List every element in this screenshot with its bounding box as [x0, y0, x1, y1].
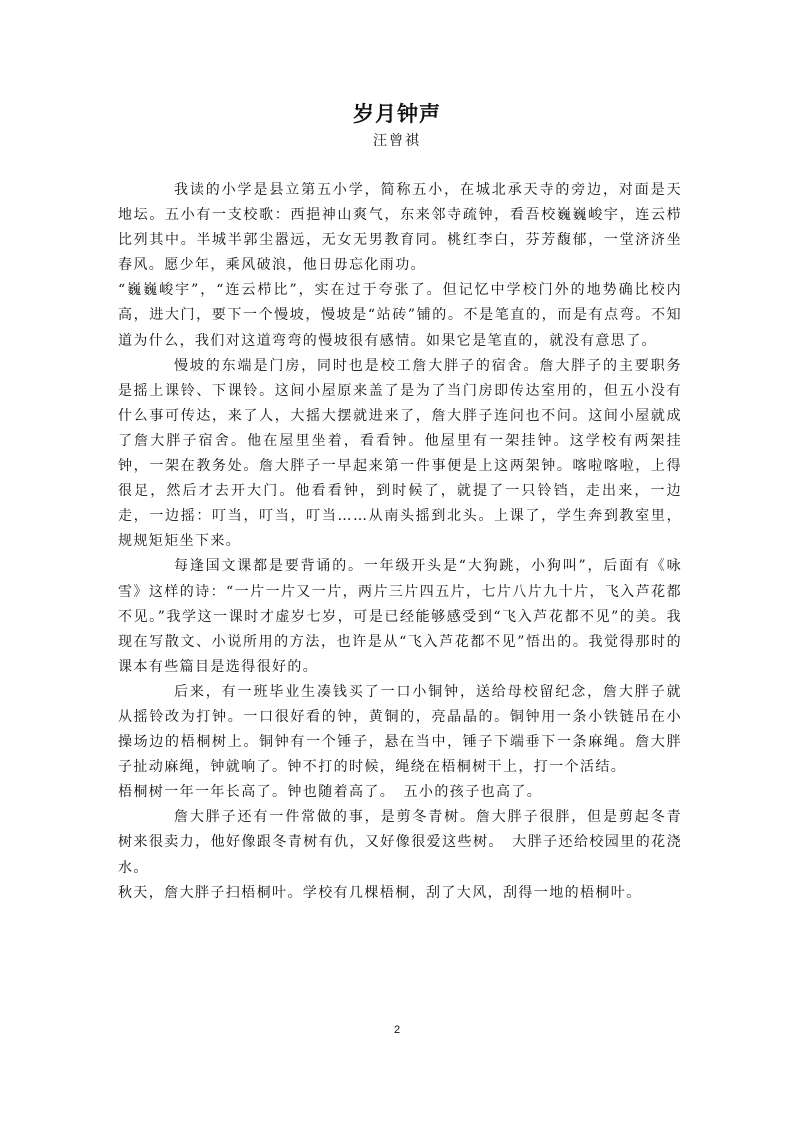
- paragraph-8: 秋天，詹大胖子扫梧桐叶。学校有几棵梧桐，刮了大风，刮得一地的梧桐叶。: [118, 884, 642, 901]
- article-body: [118, 178, 682, 906]
- paragraph-2: “巍巍峻宇”，“连云栉比”，实在过于夸张了。但记忆中学校门外的地势确比校内高，进大门，要下一个慢坡，慢坡是“站砖”铺的。不是笔直的，而是有点弯。不知道为什么，我们对这道弯弯的慢坡很有感情。如果它是笔直的，就没有意思了。: [118, 282, 682, 349]
- paragraph-4: 每逢国文课都是要背诵的。一年级开头是“大狗跳，小狗叫”，后面有《咏雪》这样的诗：“一片一片又一片，两片三片四五片，七片八片九十片，飞入芦花都不见。”我学这一课时才虚岁七岁，可是已经能够感受到“飞入芦花都不见”的美。我现在写散文、小说所用的方法，也许是从“飞入芦花都不见”悟出的。我觉得那时的课本有些篇目是选得很好的。: [118, 558, 682, 675]
- paragraph-7: 詹大胖子还有一件常做的事，是剪冬青树。詹大胖子很胖，但是剪起冬青树来很卖力，他好像跟冬青树有仇，又好像很爱这些树。 大胖子还给校园里的花浇水。: [118, 809, 682, 876]
- author-name: 汪曾祺: [373, 133, 421, 149]
- page-number: 2: [393, 1024, 401, 1036]
- paragraph-3: 慢坡的东端是门房，同时也是校工詹大胖子的宿舍。詹大胖子的主要职务是摇上课铃、下课铃。这间小屋原来盖了是为了当门房即传达室用的，但五小没有什么事可传达，来了人，大摇大摆就进来了，詹大胖子连问也不问。这间小屋就成了詹大胖子宿舍。他在屋里坐着，看看钟。他屋里有一架挂钟。这学校有两架挂钟，一架在教务处。詹大胖子一早起来第一件事便是上这两架钟。喀啦喀啦，上得很足，然后才去开大门。他看看钟，到时候了，就提了一只铃铛，走出来，一边走，一边摇：叮当，叮当，叮当……从南头摇到北头。上课了，学生奔到教室里，规规矩矩坐下来。: [118, 357, 682, 550]
- paragraph-1: 我读的小学是县立第五小学，简称五小，在城北承天寺的旁边，对面是天地坛。五小有一支校歌：西挹神山爽气，东来邻寺疏钟，看吾校巍巍峻宇，连云栉比列其中。半城半郭尘嚣远，无女无男教育同。桃红李白，芬芳馥郁，一堂济济坐春风。愿少年，乘风破浪，他日毋忘化雨功。: [118, 182, 682, 274]
- page-title: 岁月钟声: [353, 101, 441, 126]
- paragraph-5: 后来，有一班毕业生凑钱买了一口小铜钟，送给母校留纪念，詹大胖子就从摇铃改为打钟。一口很好看的钟，黄铜的，亮晶晶的。铜钟用一条小铁链吊在小操场边的梧桐树上。铜钟有一个锤子，悬在当中，锤子下端垂下一条麻绳。詹大胖子扯动麻绳，钟就响了。钟不打的时候，绳绕在梧桐树干上，打一个活结。: [118, 683, 682, 776]
- paragraph-6: 梧桐树一年一年长高了。钟也随着高了。 五小的孩子也高了。: [118, 784, 543, 801]
